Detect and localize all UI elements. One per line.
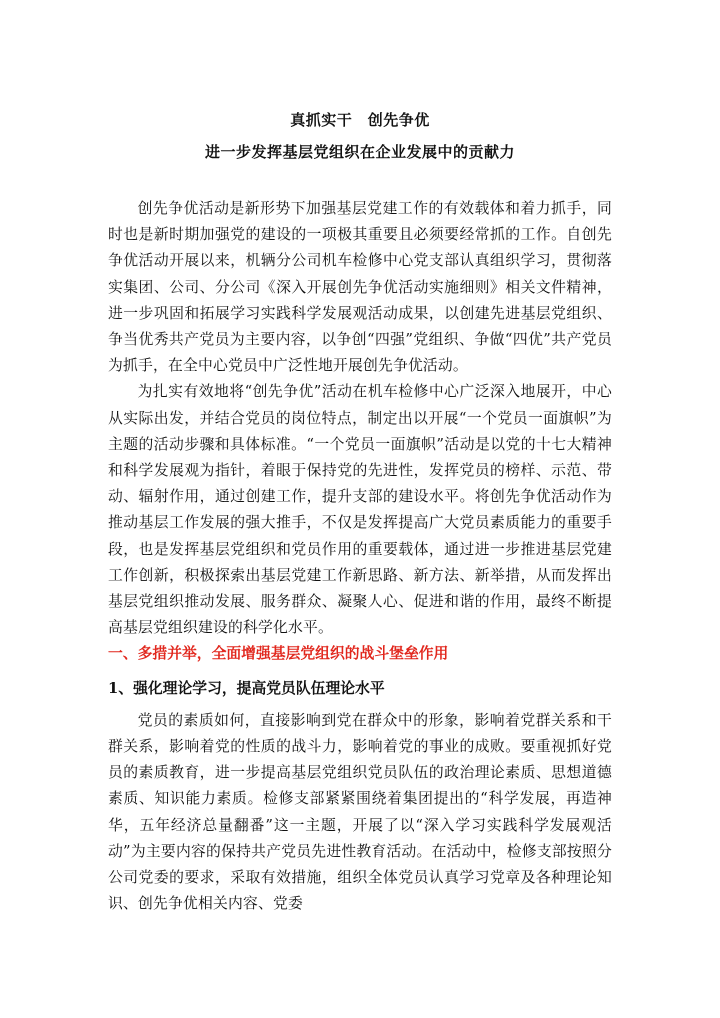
document-subtitle: 进一步发挥基层党组织在企业发展中的贡献力 [204, 143, 515, 161]
section-heading: 一、多措并举，全面增强基层党组织的战斗堡垒作用 [108, 645, 449, 663]
second-paragraph: 为扎实有效地将“创先争优”活动在机车检修中心广泛深入地展开，中心从实际出发，并结合党员的岗位特点，制定出以开展“一个党员一面旗帜”为主题的活动步骤和具体标准。“一个党员一面旗帜”活动是以党的十七大精神和科学发展观为指针，着眼于保持党的先进性，发挥党员的榜样、示范、带动、辐射作用，通过创建工作，提升支部的建设水平。将创先争优活动作为推动基层工作发展的强大推手，不仅是发挥提高广大党员素质能力的重要手段，也是发挥基层党组织和党员作用的重要载体，通过进一步推进基层党建工作创新，积极探索出基层党建工作新思路、新方法、新举措，从而发挥出基层党组织推动发展、服务群众、凝聚人心、促进和谐的作用，最终不断提高基层党组织建设的科学化水平。 [108, 383, 612, 637]
subsection-heading: 1、强化理论学习，提高党员队伍理论水平 [108, 679, 385, 697]
document-body [108, 196, 612, 917]
subsection-paragraph: 党员的素质如何，直接影响到党在群众中的形象，影响着党群关系和干群关系，影响着党的性质的战斗力，影响着党的事业的成败。要重视抓好党员的素质教育，进一步提高基层党组织党员队伍的政治理论素质、思想道德素质、知识能力素质。检修支部紧紧围绕着集团提出的“科学发展，再造神华，五年经济总量翻番”这一主题，开展了以“深入学习实践科学发展观活动”为主要内容的保持共产党员先进性教育活动。在活动中，检修支部按照分公司党委的要求，采取有效措施，组织全体党员认真学习党章及各种理论知识、创先争优相关内容、党委 [108, 711, 612, 913]
document-title: 真抓实干 创先争优 [290, 111, 430, 129]
intro-paragraph: 创先争优活动是新形势下加强基层党建工作的有效载体和着力抓手，同时也是新时期加强党的建设的一项极其重要且必须要经常抓的工作。自创先争优活动开展以来，机辆分公司机车检修中心党支部认真组织学习，贯彻落实集团、公司、分公司《深入开展创先争优活动实施细则》相关文件精神，进一步巩固和拓展学习实践科学发展观活动成果，以创建先进基层党组织、争当优秀共产党员为主要内容，以争创“四强”党组织、争做“四优”共产党员为抓手，在全中心党员中广泛性地开展创先争优活动。 [108, 200, 612, 375]
